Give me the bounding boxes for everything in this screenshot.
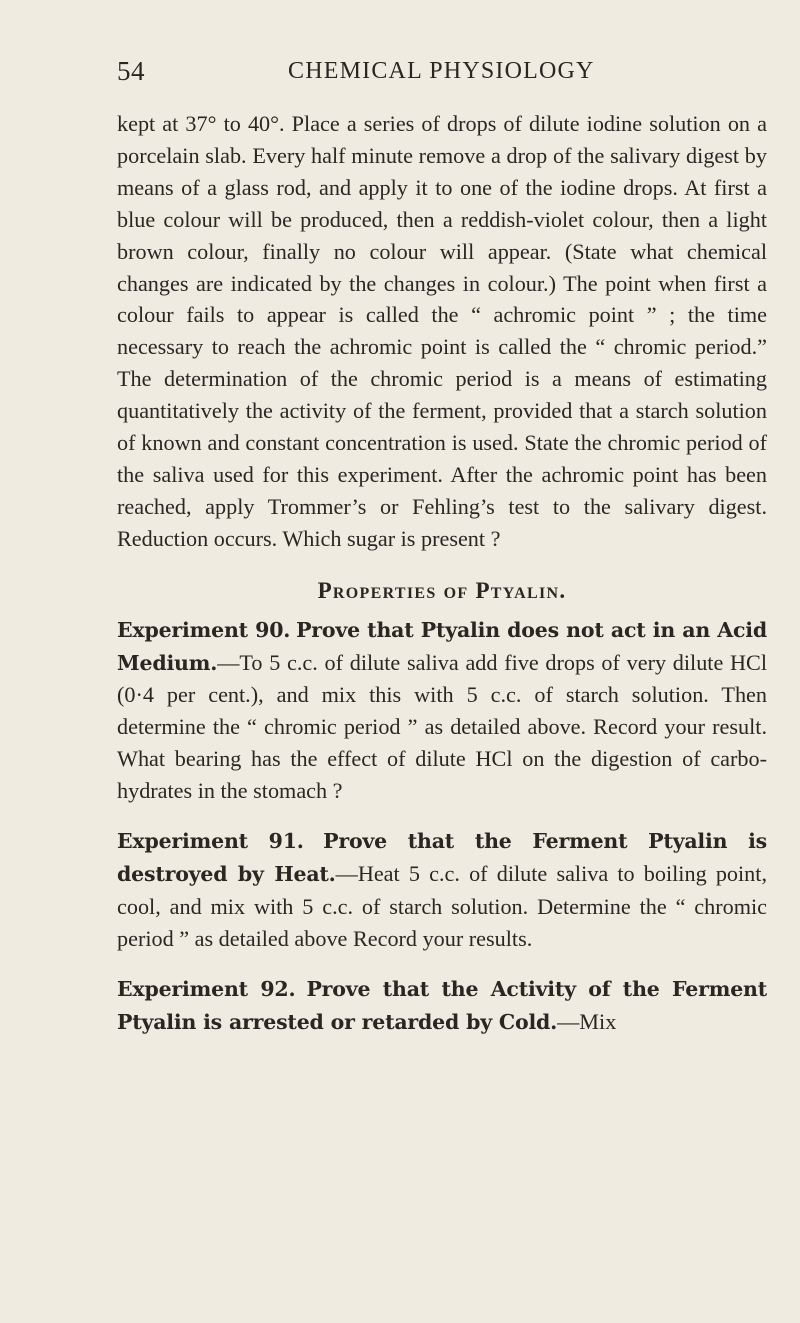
experiment-title: Prove that the Ferment Ptyalin is destroyed by Heat. xyxy=(117,829,767,886)
running-head: CHEMICAL PHYSIOLOGY xyxy=(288,58,595,84)
experiment-label: Experiment 90. xyxy=(117,617,291,642)
experiment-91 xyxy=(117,825,767,955)
experiment-label: Experiment 92. xyxy=(117,976,296,1001)
experiment-90 xyxy=(117,614,767,807)
experiment-title: Prove that the Activity of the Ferment Ptyalin is arrested or retarded by Cold. xyxy=(117,976,768,1034)
experiment-text: —To 5 c.c. of dilute saliva add five drops of very dilute HCl (0·4 per cent.), and mix this with 5 c.c. of starch solution. Then determine the “ chromic period ” as detailed above. Record your result. What bearing has the effect of dilute HCl on the digestion of carbo- hydrates in the stomach ? xyxy=(117,649,767,804)
experiment-title: Prove that Ptyalin does not act in an Acid Medium. xyxy=(117,617,768,675)
page-number: 54 xyxy=(117,56,145,86)
experiment-92 xyxy=(117,973,767,1039)
experiment-text: —Mix xyxy=(557,1008,617,1034)
experiment-text: —Heat 5 c.c. of dilute saliva to boiling point, cool, and mix with 5 c.c. of starch solution. Determine the “ chromic period ” as detailed above Record your results. xyxy=(117,860,767,951)
text-column xyxy=(117,108,767,1056)
page-header xyxy=(0,56,800,88)
continuation-paragraph: kept at 37° to 40°. Place a series of drops of dilute iodine solution on a porcelain slab. Every half minute remove a drop of the salivary digest by means of a glass rod, and apply it to one of the iodine drops. At first a blue colour will be produced, then a reddish-violet colour, then a light brown colour, finally no colour will appear. (State what chemical changes are indicated by the changes in colour.) The point when first a colour fails to appear is called the “ achromic point ” ; the time necessary to reach the achromic point is called the “ chromic period.” The determination of the chromic period is a means of estimating quantitatively the activity of the ferment, provided that a starch solution of known and constant concentration is used. State the chromic period of the saliva used for this experiment. After the achromic point has been reached, apply Trommer’s or Fehling’s test to the salivary digest. Reduction occurs. Which sugar is present ? xyxy=(117,111,767,551)
section-heading: Properties of Ptyalin. xyxy=(317,577,567,603)
experiment-label: Experiment 91. xyxy=(117,829,304,854)
